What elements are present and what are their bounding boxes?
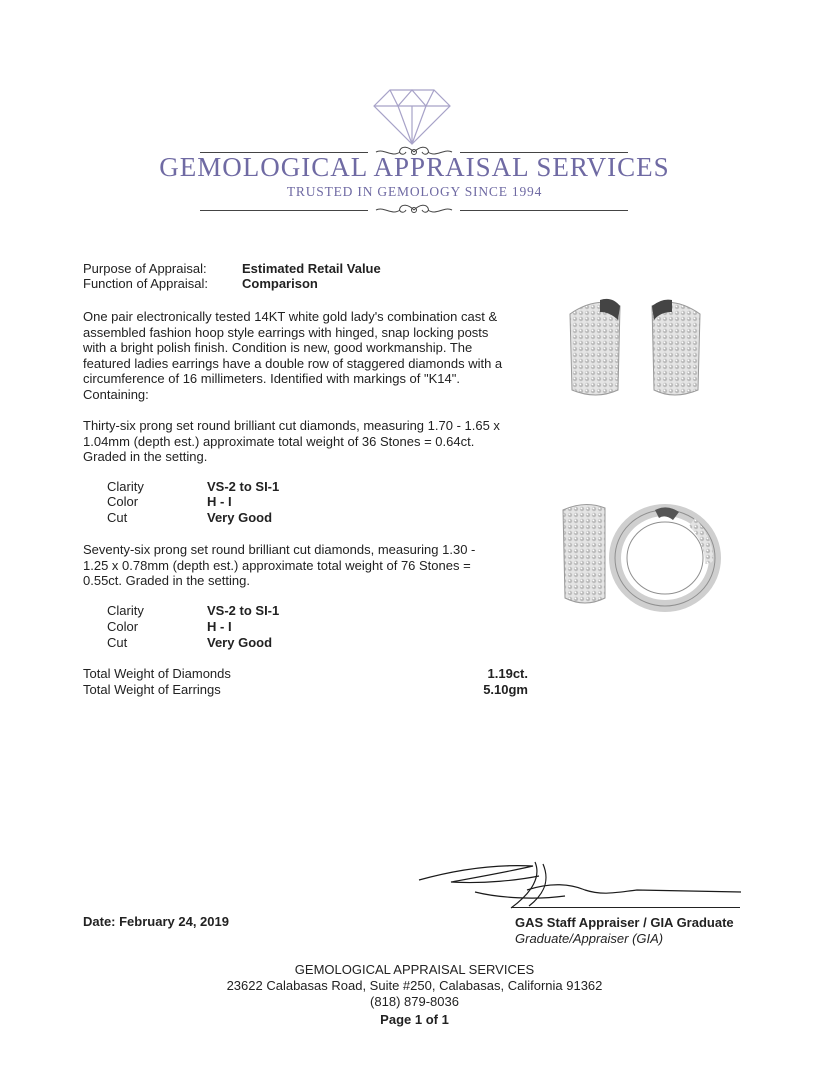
function-label: Function of Appraisal: [83,276,209,291]
total-diamonds-label: Total Weight of Diamonds [83,666,231,681]
grade-label: Color [107,619,139,634]
stone-group-2-description: Seventy-six prong set round brilliant cut diamonds, measuring 1.30 - 1.25 x 0.78mm (depth est.) approximate total weight of 76 Stones = 0.55ct. Graded in the setting. [83,542,476,588]
earrings-side-photo [555,500,725,612]
appraiser-signature [415,852,745,918]
grade-label: Cut [107,635,128,650]
grade-label: Clarity [107,603,144,618]
earrings-front-photo [560,292,710,404]
grade-value: Very Good [207,635,273,650]
total-earrings-label: Total Weight of Earrings [83,682,221,697]
grade-value: Very Good [207,510,273,525]
purpose-label: Purpose of Appraisal: [83,261,207,276]
company-tagline: TRUSTED IN GEMOLOGY SINCE 1994 [286,184,543,199]
footer-company: GEMOLOGICAL APPRAISAL SERVICES [294,962,535,977]
grade-label: Clarity [107,479,144,494]
purpose-value: Estimated Retail Value [242,261,381,276]
grade-label: Color [107,494,139,509]
grade-value: VS-2 to SI-1 [207,479,280,494]
function-value: Comparison [242,276,318,291]
appraiser-title: GAS Staff Appraiser / GIA Graduate [515,915,734,930]
grade-label: Cut [107,510,128,525]
grade-value: H - I [207,494,232,509]
grade-value: H - I [207,619,232,634]
company-logo-title: GEMOLOGICAL APPRAISAL SERVICES [159,152,670,182]
footer-address: 23622 Calabasas Road, Suite #250, Calabasas, California 91362 [226,978,603,993]
total-earrings-value: 5.10gm [483,682,528,697]
footer-phone: (818) 879-8036 [370,994,459,1009]
grade-value: VS-2 to SI-1 [207,603,280,618]
signature-line [512,907,740,908]
stone-group-1-description: Thirty-six prong set round brilliant cut diamonds, measuring 1.70 - 1.65 x 1.04mm (depth est.) approximate total weight of 36 Stones = 0.64ct. Graded in the setting. [83,418,500,464]
appraiser-subtitle: Graduate/Appraiser (GIA) [515,931,664,946]
flourish-ornament-icon [372,202,456,218]
item-description: One pair electronically tested 14KT white gold lady's combination cast & assembled fashion hoop style earrings with hinged, snap locking posts with a bright polish finish. Condition is new, good workmanship. The featured ladies earrings have a double row of staggered diamonds with a circumference of 16 millimeters. Identified with markings of "K14". Containing: [83,309,503,402]
diamond-logo-icon [370,86,454,148]
page-number: Page 1 of 1 [380,1012,449,1027]
total-diamonds-value: 1.19ct. [487,666,528,681]
appraisal-date: Date: February 24, 2019 [83,914,229,929]
